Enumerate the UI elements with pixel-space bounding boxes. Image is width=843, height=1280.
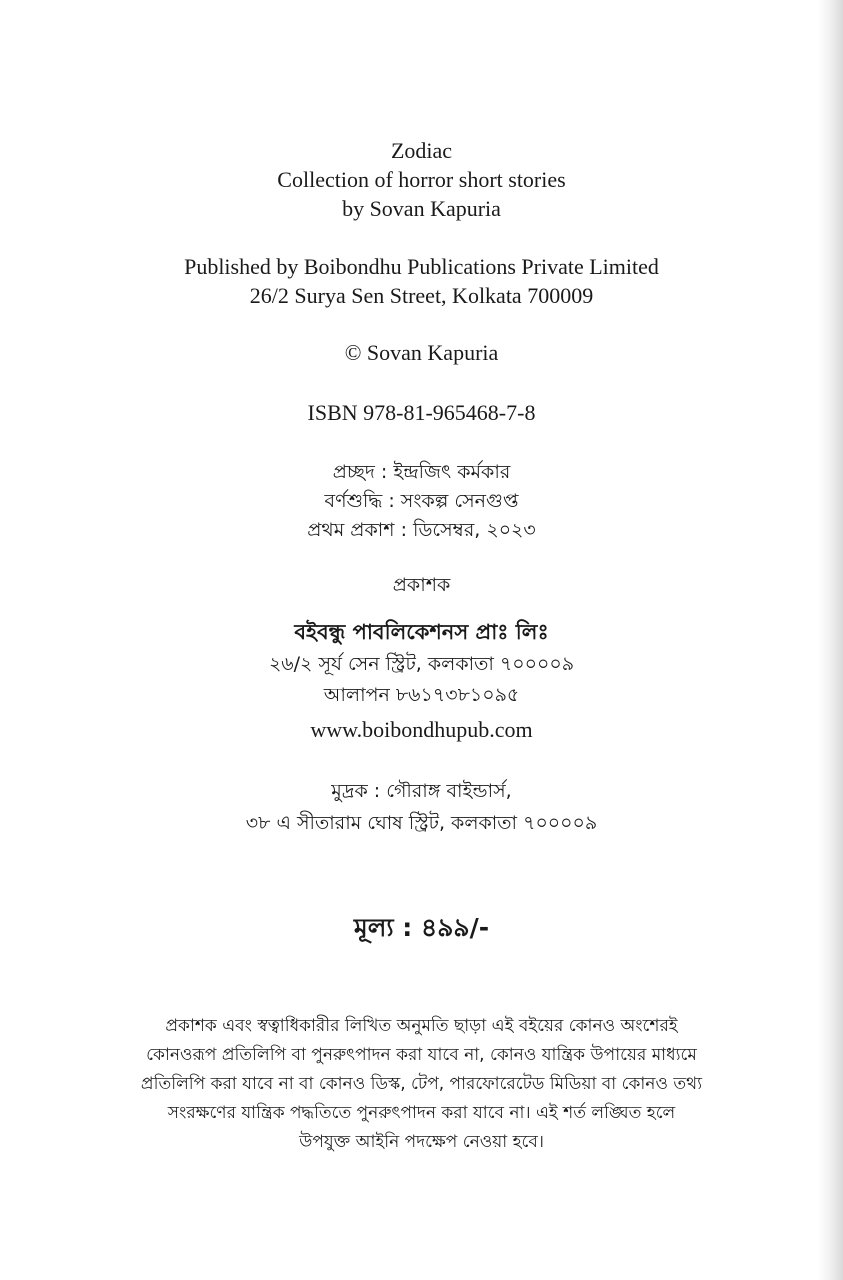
publisher-address-bn: ২৬/২ সূর্য সেন স্ট্রিট, কলকাতা ৭০০০০৯ [268,653,575,675]
proofreading-credit: বর্ণশুদ্ধি : সংকল্প সেনগুপ্ত [324,490,519,512]
price: মূল্য : ৪৯৯/- [353,913,490,942]
publisher-phone: আলাপন ৮৬১৭৩৮১০৯৫ [323,684,520,706]
copyright-notice-line: প্রকাশক এবং স্বত্বাধিকারীর লিখিত অনুমতি ছাড়া এই বইয়ের কোনও অংশেরই [165,1016,678,1036]
copyright-notice-line: উপযুক্ত আইনি পদক্ষেপ নেওয়া হবে। [299,1132,544,1152]
book-subtitle: Collection of horror short stories [277,167,566,192]
isbn: ISBN 978-81-965468-7-8 [307,400,536,425]
copyright-notice-line: কোনওরূপ প্রতিলিপি বা পুনরুৎপাদন করা যাবে না, কোনও যান্ত্রিক উপায়ের মাধ্যমে [146,1045,697,1065]
first-edition: প্রথম প্রকাশ : ডিসেম্বর, ২০২৩ [307,519,536,541]
book-title: Zodiac [390,138,453,163]
publisher-address-en: 26/2 Surya Sen Street, Kolkata 700009 [249,283,594,308]
copyright-notice-line: সংরক্ষণের যান্ত্রিক পদ্ধতিতে পুনরুৎপাদন করা যাবে না। এই শর্ত লঙ্ঘিত হলে [167,1103,676,1123]
printer-name: মুদ্রক : গৌরাঙ্গ বাইন্ডার্স, [331,780,512,802]
copyright-notice: © Sovan Kapuria [344,340,499,365]
cover-credit: প্রচ্ছদ : ইন্দ্রজিৎ কর্মকার [332,461,511,483]
publisher-statement: Published by Boibondhu Publications Private Limited [184,254,659,279]
publisher-heading-bn: প্রকাশক [392,574,451,596]
publisher-name-bn: বইবন্ধু পাবলিকেশনস প্রাঃ লিঃ [294,620,549,644]
book-byline: by Sovan Kapuria [342,196,501,221]
publisher-website: www.boibondhupub.com [310,717,533,742]
printer-address: ৩৮ এ সীতারাম ঘোষ স্ট্রিট, কলকাতা ৭০০০০৯ [245,812,598,834]
copyright-notice-line: প্রতিলিপি করা যাবে না বা কোনও ডিস্ক, টেপ, পারফোরেটেড মিডিয়া বা কোনও তথ্য [140,1074,703,1094]
